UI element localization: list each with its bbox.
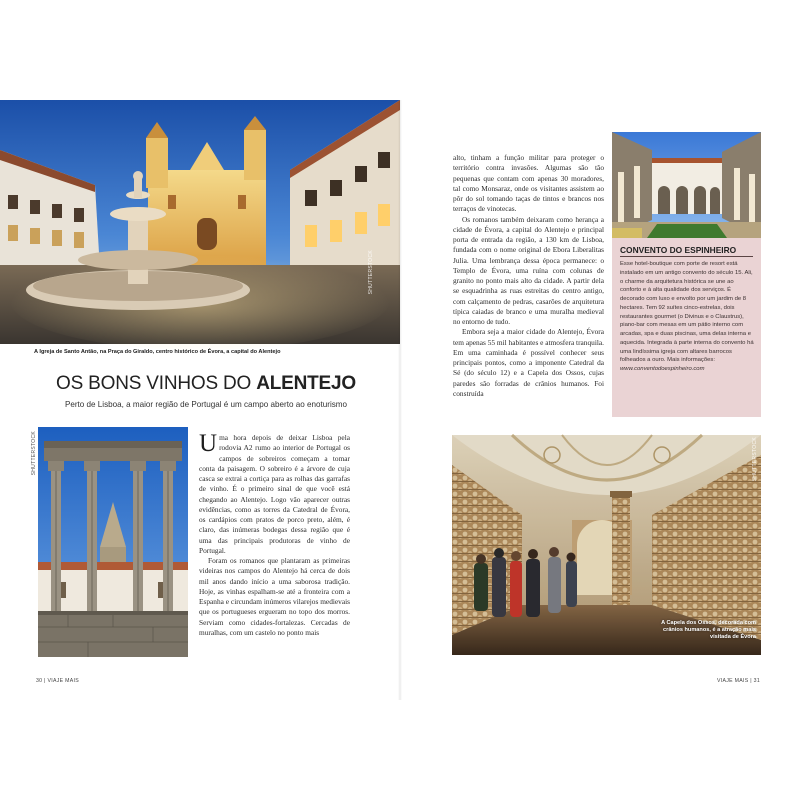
photo-praca-do-giraldo <box>0 100 400 344</box>
paragraph: Embora seja a maior cidade do Alentejo, Évora tem apenas 55 mil habitantes e atmosfera tranquila. Em uma caminhada é possível conhecer seus principais pontos, como a imponente Catedral da Sé (do século 12) e a Capela dos Ossos, cujas paredes são forradas de crânios humanos. Foi construída <box>453 327 604 398</box>
photo-convento-cloister <box>612 132 761 238</box>
article-column-2 <box>453 153 604 423</box>
spine-shadow <box>398 100 402 700</box>
sidebar-divider <box>620 256 753 257</box>
photo-templo-de-evora <box>31 427 188 657</box>
photo-credit: SHUTTERSTOCK <box>31 431 37 476</box>
sidebar-body: Esse hotel-boutique com porte de resort está instalado em um antigo convento do século 15. Ali, o charme da arquitetura histórica se une ao conforto e à alta qualidade dos serviços. É decorado com luxo e envolto por um jardim de 8 hectares. Tem 92 suítes cinco-estrelas, dois restaurantes gourmet (o Divinus e o Claustrus), piano-bar com mesas em um pátio interno com arcadas, spa e duas piscinas, uma delas interna e aquecida. Integrada à parte interna do convento há uma lindíssima igreja com altares barrocos folheados a ouro. Mais informações: <box>620 261 754 364</box>
paragraph: ma hora depois de deixar Lisboa pela rodovia A2 rumo ao interior de Portugal os campos de sobreiros começam a tomar conta da paisagem. O sobreiro é a árvore de cuja casca se extrai a cortiça para as rolhas das garrafas de vinho. É o primeiro sinal de que você está chegando ao Alentejo. Logo vão aparecer outras evidências, como as torres da Catedral de Évora, os cardápios com pratos de porco preto, além, é claro, das inúmeras bodegas dessa região que é uma das principais produtoras de vinho de Portugal. <box>199 433 350 555</box>
paragraph: Os romanos também deixaram como herança a cidade de Évora, a capital do Alentejo e principal porta de entrada da região, a 130 km de Lisboa, fundada com o nome original de Ebora Liberalitas Julia. Uma lembrança dessa época permanece: o Templo de Évora, uma ruína com colunas de granito no ponto mais alto da cidade. A partir dela se esquadrinha as ruas estreitas do centro antigo, com calçamento de pedras, casarões de arquitetura típica caiadas de branco e uma muralha medieval no entorno de tudo. <box>453 214 604 326</box>
headline-bold: ALENTEJO <box>256 373 356 394</box>
sidebar-text <box>620 260 756 414</box>
article-headline <box>34 373 378 395</box>
sidebar-url-link[interactable]: www.conventodoespinheiro.com <box>620 366 705 372</box>
headline-regular: OS BONS VINHOS DO <box>56 373 257 394</box>
sidebar-box <box>612 132 761 417</box>
page-folio: VIAJE MAIS | 31 <box>717 678 761 684</box>
photo-credit: SHUTTERSTOCK <box>752 437 758 482</box>
paragraph: alto, tinham a função militar para proteger o território contra invasões. Algumas são tão pequenas que contam com apenas 30 moradores, tal como Monsaraz, onde os visitantes assistem ao pôr do sol tomando taças de tintos e brancos nos terraços de vinotecas. <box>453 153 604 214</box>
page-folio: 30 | VIAJE MAIS <box>36 678 80 684</box>
drop-cap: U <box>199 430 218 457</box>
article-subhead: Perto de Lisboa, a maior região de Portugal é um campo aberto ao enoturismo <box>64 400 348 409</box>
sidebar-title: CONVENTO DO ESPINHEIRO <box>620 245 737 255</box>
photo-caption: A Igreja de Santo Antão, na Praça do Giraldo, centro histórico de Évora, a capital do Alentejo <box>34 349 281 355</box>
photo-caption: A Capela dos Ossos, decorada com crânios humanos, é a atração mais visitada de Évora <box>661 620 756 640</box>
photo-credit: SHUTTERSTOCK <box>368 250 374 295</box>
paragraph: Foram os romanos que plantaram as primeiras videiras nos campos do Alentejo há cerca de dois mil anos dando início a uma saborosa tradição. Hoje, as vinhas espalham-se até a fronteira com a Espanha e circundam inúmeros vilarejos medievais que os portugueses ergueram no topo dos morros. Serviam como cidades-fortalezas. Cercadas de muralhas, com um castelo no ponto mais <box>199 556 350 637</box>
article-column-1 <box>199 430 350 665</box>
